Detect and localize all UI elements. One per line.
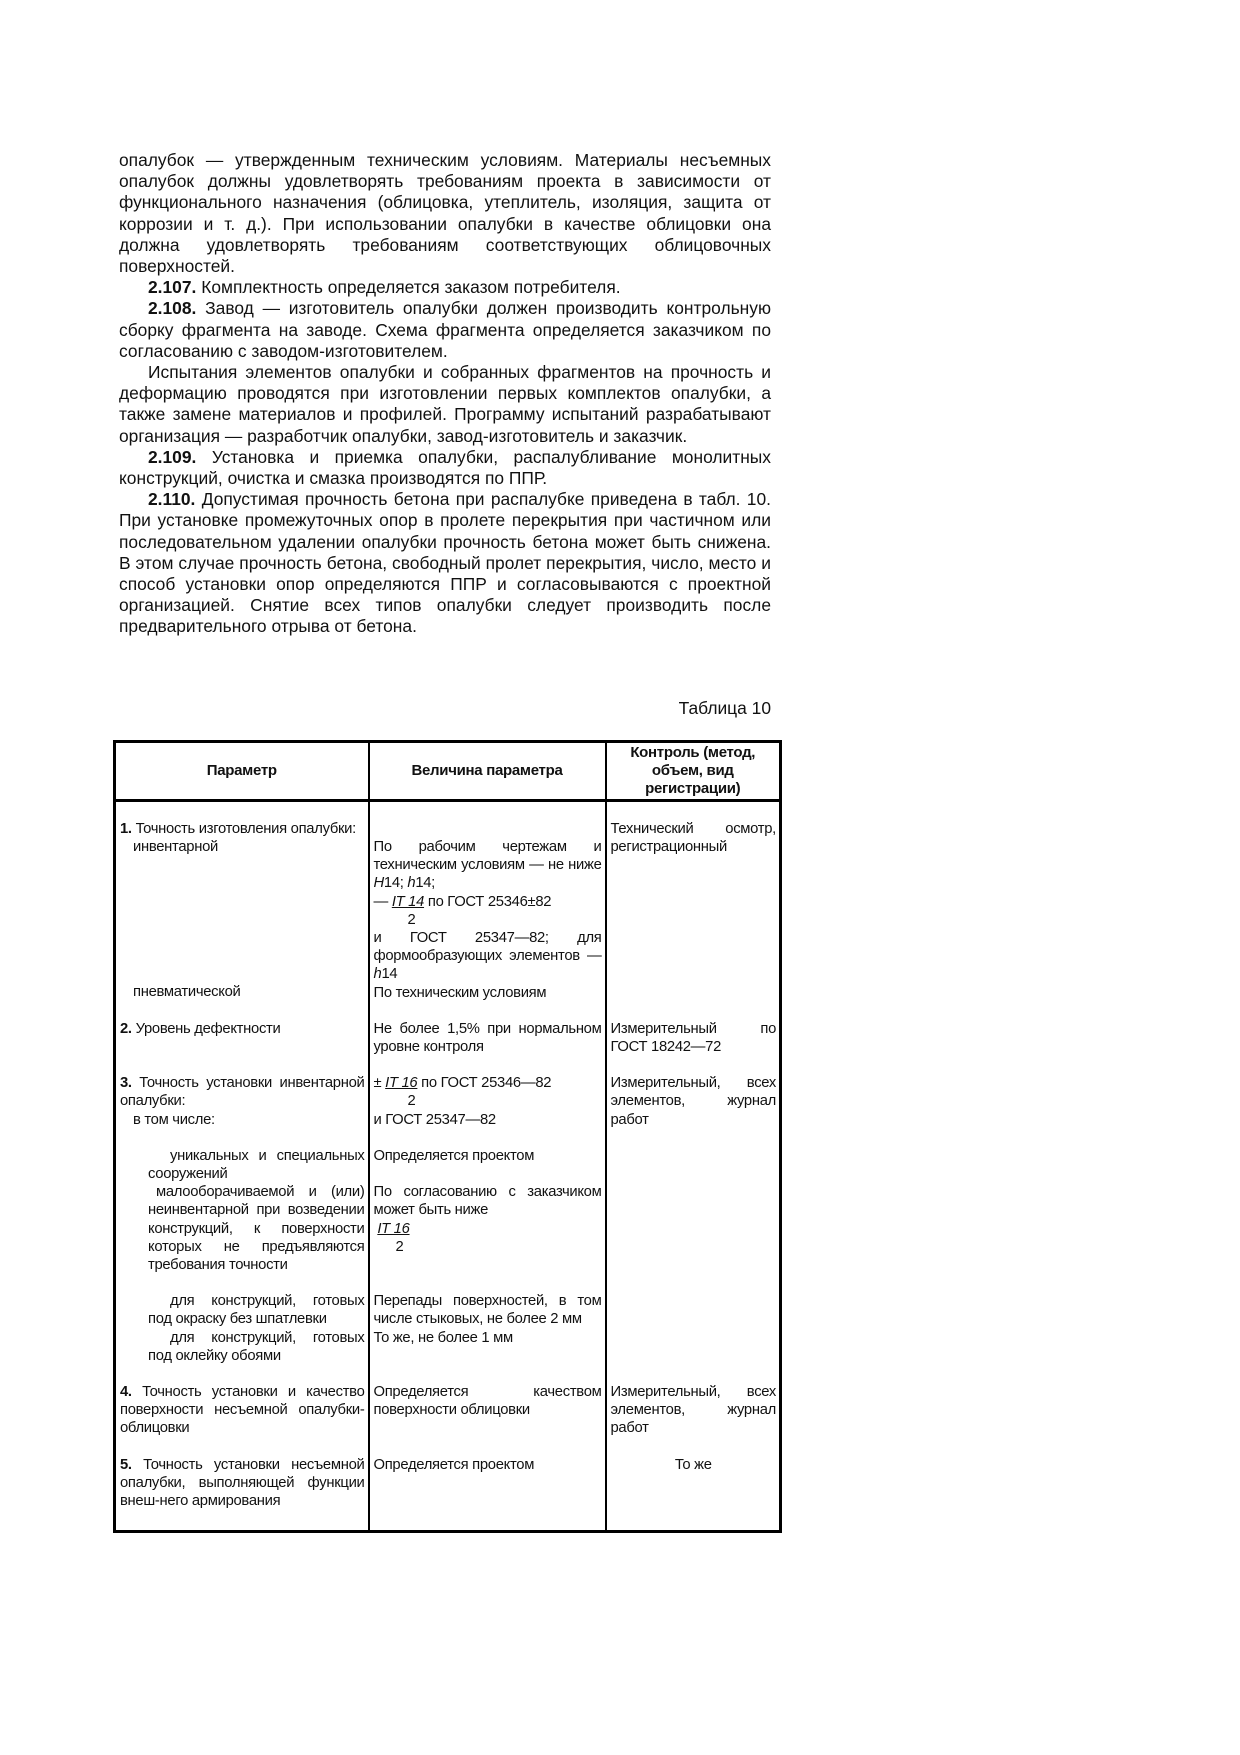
cell-value [369,1383,606,1456]
cell-parameter [115,1147,369,1183]
cell-value [369,1292,606,1328]
value-text: Определяется проектом [373,1456,535,1473]
cell-parameter [115,1020,369,1074]
header-value: Величина параметра [369,742,606,801]
cell-control [606,1456,781,1532]
value-text: Определяется качеством поверхности облицовки [373,1384,602,1419]
clause-text: Комплектность определяется заказом потребителя. [201,277,621,298]
param-sub: малооборачиваемой и (или) неинвентарной при возведении конструкций, к поверхности которых не предъявляются требования точности [148,1184,365,1274]
control-text: Технический осмотр, регистрационный [610,821,776,856]
cell-control [606,1329,781,1383]
fraction-denominator: 2 [395,1238,404,1255]
table-header-row [115,742,781,801]
clause-number: 2.108. [148,298,197,319]
cell-value [369,801,606,1020]
control-text: Измерительный, всех элементов, журнал работ [610,1384,776,1437]
control-text: Измерительный, всех элементов, журнал работ [610,1075,776,1128]
clause-text: Допустимая прочность бетона при распалубке приведена в табл. 10. При установке промежуточных опор в пролете перекрытия при частичном или последовательном удалении опалубки прочность бетона может быть снижена. В этом случае прочность бетона, свободный пролет перекрытия, число, место и способ установки опор определяются ППР и согласовываются с проектной организацией. Снятие всех типов опалубки следует производить после предварительного отрыва от бетона. [119,489,771,637]
row-number: 5. [120,1456,132,1473]
clause-text: Установка и приемка опалубки, распалубливание монолитных конструкций, очистка и смазка производятся по ППР. [119,446,771,489]
cell-value [369,1020,606,1074]
table-row [115,1147,781,1183]
clause-number: 2.109. [148,446,197,467]
param-sub: инвентарной [133,839,218,856]
value-text: и ГОСТ 25347—82; для формообразующих элементов — h14 [373,930,602,983]
cell-parameter [115,1074,369,1147]
table-row [115,1456,781,1532]
fraction-denominator: 2 [407,911,416,928]
value-text: Перепады поверхностей, в том числе стыковых, не более 2 мм [373,1293,602,1328]
table-caption: Таблица 10 [678,698,771,718]
value-text: По рабочим чертежам и техническим условиям — не ниже H14; h14; [373,839,602,892]
paragraph: Испытания элементов опалубки и собранных фрагментов на прочность и деформацию проводятся при изготовлении первых комплектов опалубки, а также замене материалов и профилей. Программу испытаний разрабатывают организация — разработчик опалубки, завод-изготовитель и заказчик. [119,362,771,446]
cell-value [369,1329,606,1383]
table-row [115,1383,781,1456]
paragraph: опалубок — утвержденным техническим условиям. Материалы несъемных опалубок должны удовлетворять требованиям проекта в зависимости от функционального назначения (облицовка, утеплитель, изоляция, защита от коррозии и т. д.). При использовании опалубки в качестве облицовки она должна удовлетворять требованиям соответствующих облицовочных поверхностей. [119,150,771,277]
table-row [115,1292,781,1328]
clause-number: 2.110. [148,489,196,510]
value-text: и ГОСТ 25347—82 [373,1111,496,1128]
cell-parameter [115,1329,369,1383]
cell-value [369,1456,606,1532]
param-sub: для конструкций, готовых под оклейку обоями [148,1329,365,1364]
clause-text: Завод — изготовитель опалубки должен производить контрольную сборку фрагмента на заводе. Схема фрагмента определяется заказчиком по согласованию с заводом-изготовителем. [119,298,771,361]
paragraph-2-109 [119,447,771,489]
param-sub: уникальных и специальных сооружений [148,1147,365,1183]
table-row [115,801,781,1020]
cell-control [606,1074,781,1147]
control-text: Измерительный по ГОСТ 18242—72 [610,1020,776,1056]
value-text: Определяется проектом [373,1147,535,1164]
control-text: То же [674,1456,712,1473]
cell-control [606,1183,781,1292]
paragraph-2-107 [119,277,771,298]
fraction-denominator: 2 [407,1093,416,1110]
table-row [115,1329,781,1383]
param-sub: в том числе: [133,1111,215,1128]
cell-parameter [115,1383,369,1456]
row-number: 2. [120,1020,132,1037]
cell-control [606,1292,781,1328]
value-text: По согласованию с заказчиком может быть ниже [373,1184,602,1219]
cell-control [606,1147,781,1183]
param-text: Точность установки несъемной опалубки, выполняющей функции внеш-него армирования [120,1456,365,1510]
paragraph-2-110 [119,489,771,637]
value-fraction: IT 16 [377,1220,410,1237]
body-text [119,150,771,638]
clause-number: 2.107. [148,277,197,298]
cell-control [606,801,781,1020]
cell-control [606,1383,781,1456]
param-sub: пневматической [133,984,241,1001]
row-number: 1. [120,821,132,837]
paragraph-2-108 [119,298,771,362]
table-row [115,1020,781,1074]
header-parameter: Параметр [115,742,369,801]
value-fraction: — IT 14 по ГОСТ 25346±82 [373,893,552,910]
header-control: Контроль (метод, объем, вид регистрации) [606,742,781,801]
row-number: 4. [120,1384,132,1401]
table-row [115,1183,781,1292]
param-text: Точность изготовления опалубки: [135,821,356,837]
cell-control [606,1020,781,1074]
cell-parameter [115,1183,369,1292]
cell-value [369,1074,606,1147]
cell-value [369,1147,606,1183]
value-text: То же, не более 1 мм [373,1329,513,1346]
row-number: 3. [120,1075,132,1092]
cell-value [369,1183,606,1292]
value-fraction: ± IT 16 по ГОСТ 25346—82 [373,1075,552,1092]
value-text: Не более 1,5% при нормальном уровне контроля [373,1020,602,1056]
param-text: Точность установки инвентарной опалубки: [120,1075,365,1110]
value-text: По техническим условиям [373,984,547,1001]
param-text: Точность установки и качество поверхности несъемной опалубки-облицовки [120,1384,365,1437]
cell-parameter [115,1456,369,1532]
spec-table [113,740,782,1533]
cell-parameter [115,801,369,1020]
table-row [115,1074,781,1147]
param-sub: для конструкций, готовых под окраску без шпатлевки [148,1293,365,1328]
param-text: Уровень дефектности [135,1020,281,1037]
cell-parameter [115,1292,369,1328]
